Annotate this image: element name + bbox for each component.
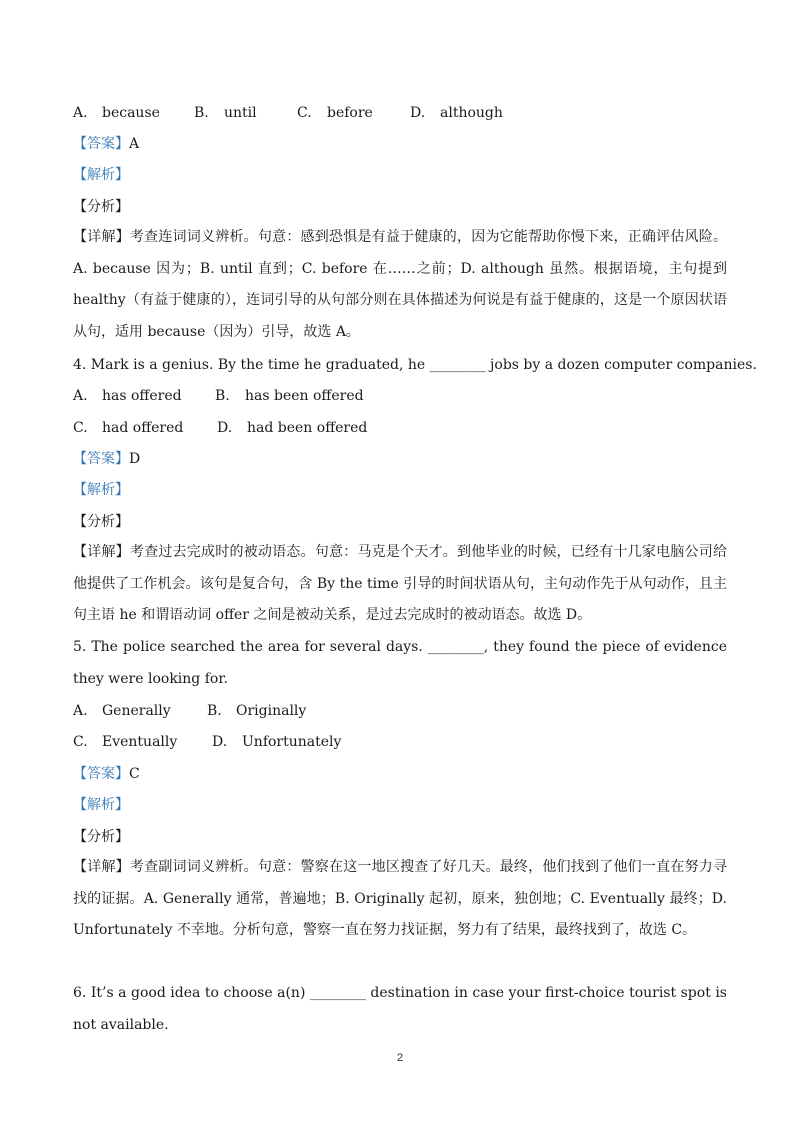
- q3-analysis-line: [73, 165, 727, 185]
- q5-option-b-letter: B.: [207, 703, 222, 719]
- q5-stem: 5. The police searched the area for several days. ________, they found the piece of evidence they were looking for.: [73, 639, 727, 687]
- q3-option-c-letter: C.: [297, 105, 312, 121]
- q5-detail-text: 考查副词词义辨析。句意：警察在这一地区搜查了好几天。最终，他们找到了他们一直在努力寻找的证据。A. Generally 通常，普遍地；B. Originally 起初，原来，独创地；C. Eventually 最终；D. Unfortunately 不幸地。分析句意，警察一直在努力找证据，努力有了结果，最终找到了，故选 C。: [73, 859, 727, 938]
- q4-answer-line: [73, 449, 727, 469]
- q3-detail-tag: 【详解】: [73, 229, 130, 245]
- q5-detail-tag: 【详解】: [73, 859, 130, 875]
- q5-option-a-text: Generally: [102, 703, 171, 719]
- q4-option-c-letter: C.: [73, 420, 88, 436]
- q5-answer: C: [129, 766, 140, 782]
- q3-answer-tag: 【答案】: [73, 136, 129, 152]
- q3-option-a-text: because: [102, 105, 160, 121]
- q5-option-c-letter: C.: [73, 734, 88, 750]
- q5-analysis-line: [73, 795, 727, 815]
- q6-stem: 6. It’s a good idea to choose a(n) ________ destination in case your first-choice tourist spot is not available.: [73, 985, 727, 1033]
- q4-detail-tag: 【详解】: [73, 544, 130, 560]
- q4-option-d-text: had been offered: [247, 420, 368, 436]
- q4-stem: 4. Mark is a genius. By the time he graduated, he ________ jobs by a dozen computer companies.: [73, 357, 757, 373]
- q5-detail: [73, 852, 727, 947]
- q4-analysis-tag: 【解析】: [73, 482, 129, 498]
- q3-fenxi-tag: 【分析】: [73, 199, 129, 215]
- q4-option-c-text: had offered: [102, 420, 184, 436]
- q4-option-b-text: has been offered: [245, 388, 364, 404]
- q3-option-b-text: until: [224, 105, 257, 121]
- q3-answer: A: [129, 136, 140, 152]
- q3-detail-text: 考查连词词义辨析。句意：感到恐惧是有益于健康的，因为它能帮助你慢下来，正确评估风险。A. because 因为；B. until 直到；C. before 在……之前；D. although 虽然。根据语境，主句提到 healthy（有益于健康的），连词引导的从句部分则在具体描述为何说是有益于健康的，这是一个原因状语从句，适用 because（因为）引导，故选 A。: [73, 229, 727, 340]
- q3-option-c-text: before: [327, 105, 373, 121]
- q5-answer-tag: 【答案】: [73, 766, 129, 782]
- q4-option-a-letter: A.: [73, 388, 88, 404]
- q3-option-a-letter: A.: [73, 105, 88, 121]
- q4-answer: D: [129, 451, 141, 467]
- q5-analysis-tag: 【解析】: [73, 797, 129, 813]
- q5-option-d-text: Unfortunately: [242, 734, 342, 750]
- q4-fenxi-line: [73, 512, 727, 532]
- q3-analysis-tag: 【解析】: [73, 167, 129, 183]
- q5-option-c-text: Eventually: [102, 734, 178, 750]
- q4-detail-text: 考查过去完成时的被动语态。句意：马克是个天才。到他毕业的时候，已经有十几家电脑公司给他提供了工作机会。该句是复合句，含 By the time 引导的时间状语从句，主句动作先于从句动作，且主句主语 he 和谓语动词 offer 之间是被动关系，是过去完成时的被动语态。故选 D。: [73, 544, 727, 623]
- q3-fenxi-line: [73, 197, 727, 217]
- q4-option-d-letter: D.: [217, 420, 233, 436]
- q4-option-a-text: has offered: [102, 388, 182, 404]
- q4-detail: [73, 537, 727, 632]
- q3-option-d-text: although: [440, 105, 503, 121]
- q5-answer-line: [73, 764, 727, 784]
- q4-fenxi-tag: 【分析】: [73, 514, 129, 530]
- q5-option-b-text: Originally: [236, 703, 307, 719]
- q3-answer-line: [73, 134, 727, 154]
- q4-analysis-line: [73, 480, 727, 500]
- q5-fenxi-line: [73, 827, 727, 847]
- q4-option-b-letter: B.: [215, 388, 230, 404]
- q3-option-b-letter: B.: [194, 105, 209, 121]
- q5-option-a-letter: A.: [73, 703, 88, 719]
- q5-option-d-letter: D.: [212, 734, 228, 750]
- q4-answer-tag: 【答案】: [73, 451, 129, 467]
- q3-option-d-letter: D.: [410, 105, 426, 121]
- q5-fenxi-tag: 【分析】: [73, 829, 129, 845]
- q3-detail: [73, 222, 727, 348]
- page-number: 2: [396, 1052, 404, 1064]
